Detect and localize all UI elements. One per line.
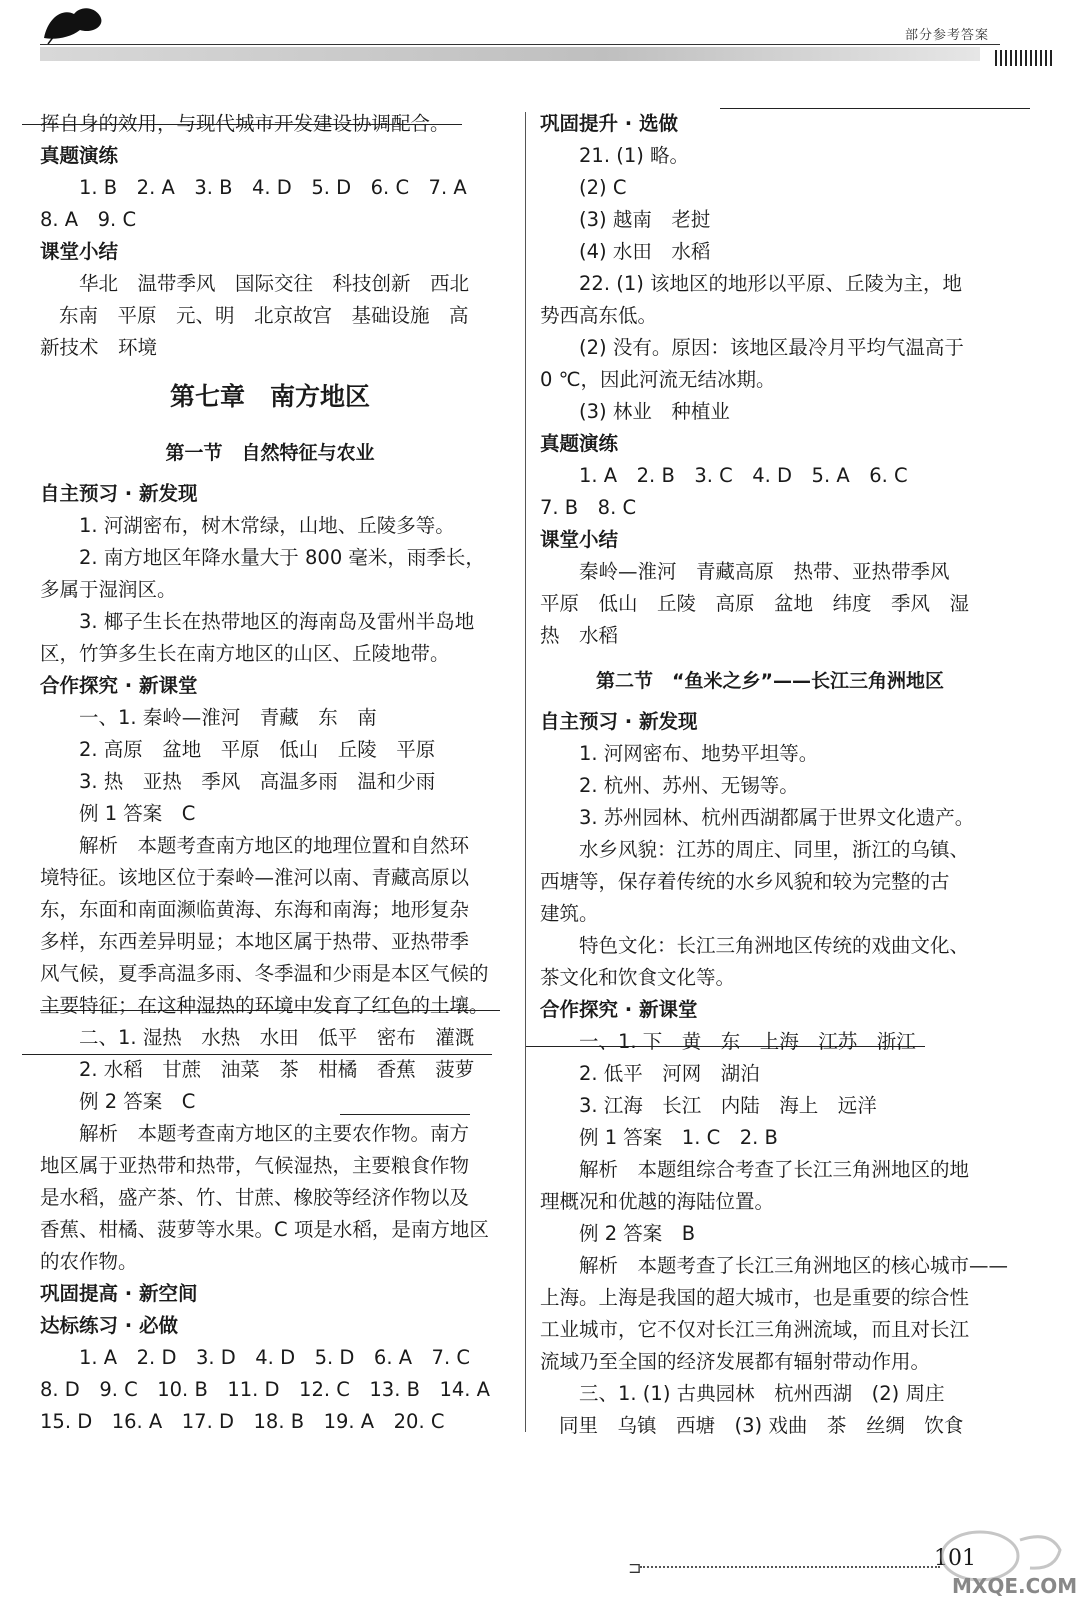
answer-line: (2) 没有。原因：该地区最冷月平均气温高于 — [579, 336, 964, 359]
answer-line: 同里 乌镇 西塘 (3) 戏曲 茶 丝绸 饮食 — [559, 1414, 964, 1437]
answer-line: 21. (1) 略。 — [579, 144, 690, 167]
text-line: 是水稻，盛产茶、竹、甘蔗、橡胶等经济作物以及 — [40, 1186, 470, 1209]
text-line: 理概况和优越的海陆位置。 — [540, 1190, 775, 1213]
section-heading: 真题演练 — [540, 432, 619, 455]
header-shade-band — [40, 47, 980, 61]
text-line: 8. A 9. C — [40, 208, 137, 231]
text-line: 0 ℃，因此河流无结冰期。 — [540, 368, 776, 391]
answer-line: 3. 江海 长江 内陆 海上 远洋 — [579, 1094, 877, 1117]
answer-line: 一、1. 秦岭—淮河 青藏 东 南 — [79, 706, 377, 729]
header-rule — [40, 44, 1000, 45]
answer-line: 1. 河网密布、地势平坦等。 — [579, 742, 819, 765]
text-line: 工业城市，它不仅对长江三角洲流域，而且对长江 — [540, 1318, 970, 1341]
right-answer-column — [540, 108, 1009, 1442]
text-line: 建筑。 — [540, 902, 599, 925]
barcode-decoration-icon — [995, 50, 1055, 66]
footer-dotted-leader — [640, 1566, 940, 1568]
answer-line: 2. 南方地区年降水量大于 800 毫米，雨季长， — [79, 546, 485, 569]
text-line: 15. D 16. A 17. D 18. B 19. A 20. C — [40, 1410, 445, 1433]
column-divider — [525, 112, 526, 1432]
answer-line: 解析 本题考查了长江三角洲地区的核心城市—— — [579, 1254, 1009, 1277]
answer-line: 例 2 答案 B — [579, 1222, 696, 1245]
answer-line: 1. A 2. B 3. C 4. D 5. A 6. C — [579, 464, 908, 487]
answer-line: 三、1. (1) 古典园林 杭州西湖 (2) 周庄 — [579, 1382, 945, 1405]
answer-line: 解析 本题考查南方地区的主要农作物。南方 — [79, 1122, 470, 1145]
text-line: 西塘等，保存着传统的水乡风貌和较为完整的古 — [540, 870, 950, 893]
answer-line: 例 2 答案 C — [79, 1090, 196, 1113]
chapter-title: 第七章 南方地区 — [169, 382, 370, 411]
answer-line: 一、1. 下 黄 东 上海 江苏 浙江 — [579, 1030, 916, 1053]
answer-line: 水乡风貌：江苏的周庄、同里，浙江的乌镇、 — [579, 838, 970, 861]
ginkgo-leaf-logo-icon — [40, 4, 110, 44]
answer-line: 2. 低平 河网 湖泊 — [579, 1062, 760, 1085]
answer-line: 3. 苏州园林、杭州西湖都属于世界文化遗产。 — [579, 806, 975, 829]
answer-line: 1. 河湖密布，树木常绿，山地、丘陵多等。 — [79, 514, 455, 537]
section-heading: 合作探究 · 新课堂 — [540, 998, 698, 1021]
section-heading: 自主预习 · 新发现 — [40, 482, 198, 505]
section-heading: 真题演练 — [40, 144, 119, 167]
footer-bracket-mark: ⊐ — [628, 1558, 642, 1577]
answer-line: 2. 水稻 甘蔗 油菜 茶 柑橘 香蕉 菠萝 — [79, 1058, 475, 1081]
left-answer-column — [40, 108, 500, 1438]
answer-line: (4) 水田 水稻 — [579, 240, 711, 263]
text-line: 新技术 环境 — [40, 336, 158, 359]
text-line: 风气候，夏季高温多雨、冬季温和少雨是本区气候的 — [40, 962, 489, 985]
text-line: 势西高东低。 — [540, 304, 658, 327]
text-line: 上海。上海是我国的超大城市，也是重要的综合性 — [540, 1286, 970, 1309]
page-header — [0, 0, 1085, 80]
text-line: 热 水稻 — [540, 624, 619, 647]
text-line: 8. D 9. C 10. B 11. D 12. C 13. B 14. A — [40, 1378, 491, 1401]
text-line: 区，竹笋多生长在南方地区的山区、丘陵地带。 — [40, 642, 450, 665]
text-line: 主要特征；在这种湿热的环境中发育了红色的土壤。 — [40, 994, 489, 1017]
text-line: 茶文化和饮食文化等。 — [540, 966, 736, 989]
answer-line: 3. 椰子生长在热带地区的海南岛及雷州半岛地 — [79, 610, 475, 633]
text-line: 流域乃至全国的经济发展都有辐射带动作用。 — [540, 1350, 931, 1373]
text-line: 的农作物。 — [40, 1250, 138, 1273]
answer-line: 解析 本题考查南方地区的地理位置和自然环 — [79, 834, 470, 857]
answer-line: 解析 本题组综合考查了长江三角洲地区的地 — [579, 1158, 970, 1181]
text-line: 多属于湿润区。 — [40, 578, 177, 601]
answer-line: (3) 越南 老挝 — [579, 208, 711, 231]
text-line: 地区属于亚热带和热带，气候湿热，主要粮食作物 — [40, 1154, 470, 1177]
watermark-text: MXQE.COM — [952, 1574, 1078, 1598]
section-heading: 巩固提升 · 选做 — [540, 112, 678, 135]
answer-line: 1. A 2. D 3. D 4. D 5. D 6. A 7. C — [79, 1346, 470, 1369]
section-heading: 达标练习 · 必做 — [40, 1314, 178, 1337]
answer-line: 22. (1) 该地区的地形以平原、丘陵为主，地 — [579, 272, 963, 295]
text-line: 挥自身的效用，与现代城市开发建设协调配合。 — [40, 112, 450, 135]
text-line: 东，东面和南面濒临黄海、东海和南海；地形复杂 — [40, 898, 470, 921]
answer-line: 2. 高原 盆地 平原 低山 丘陵 平原 — [79, 738, 436, 761]
answer-line: 特色文化：长江三角洲地区传统的戏曲文化、 — [579, 934, 970, 957]
answer-line: 例 1 答案 1. C 2. B — [579, 1126, 778, 1149]
text-line: 多样，东西差异明显；本地区属于热带、亚热带季 — [40, 930, 470, 953]
answer-line: 华北 温带季风 国际交往 科技创新 西北 — [79, 272, 470, 295]
header-label: 部分参考答案 — [905, 28, 990, 43]
answer-line: 东南 平原 元、明 北京故宫 基础设施 高 — [59, 304, 469, 327]
answer-line: (3) 林业 种植业 — [579, 400, 730, 423]
section-heading: 课堂小结 — [540, 528, 619, 551]
text-line: 平原 低山 丘陵 高原 盆地 纬度 季风 湿 — [540, 592, 970, 615]
page-number: 101 — [934, 1546, 976, 1571]
text-line: 7. B 8. C — [540, 496, 637, 519]
section-heading: 合作探究 · 新课堂 — [40, 674, 198, 697]
answer-line: 1. B 2. A 3. B 4. D 5. D 6. C 7. A — [79, 176, 467, 199]
answer-line: 秦岭—淮河 青藏高原 热带、亚热带季风 — [579, 560, 950, 583]
answer-line: 例 1 答案 C — [79, 802, 196, 825]
answer-line: 二、1. 湿热 水热 水田 低平 密布 灌溉 — [79, 1026, 475, 1049]
answer-line: 3. 热 亚热 季风 高温多雨 温和少雨 — [79, 770, 436, 793]
answer-line: 2. 杭州、苏州、无锡等。 — [579, 774, 799, 797]
section-title: 第一节 自然特征与农业 — [165, 442, 375, 464]
text-line: 香蕉、柑橘、菠萝等水果。C 项是水稻，是南方地区 — [40, 1218, 489, 1241]
text-line: 境特征。该地区位于秦岭—淮河以南、青藏高原以 — [40, 866, 470, 889]
section-heading: 巩固提高 · 新空间 — [40, 1282, 198, 1305]
answer-line: (2) C — [579, 176, 627, 199]
section-heading: 课堂小结 — [40, 240, 119, 263]
section-heading: 自主预习 · 新发现 — [540, 710, 698, 733]
section-title: 第二节 “鱼米之乡”——长江三角洲地区 — [596, 670, 944, 692]
